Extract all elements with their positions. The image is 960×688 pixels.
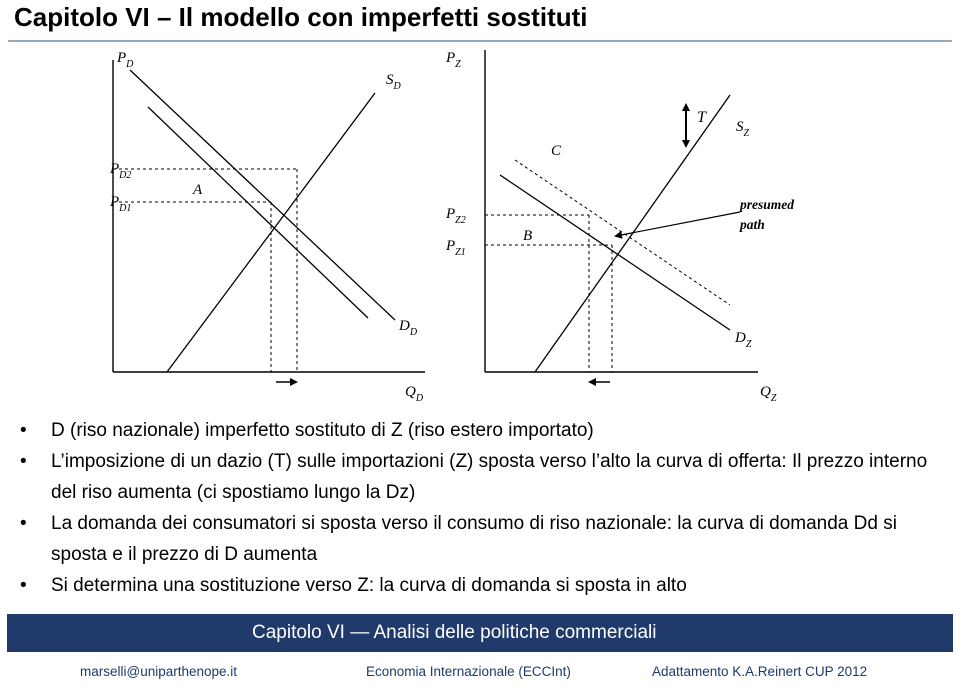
bullet-item: • L’imposizione di un dazio (T) sulle importazioni (Z) sposta verso l’alto la curva di offerta: Il prezzo interno del riso aumenta (ci spostiamo lungo la Dz) xyxy=(20,446,950,508)
demand-curve-dz xyxy=(500,175,730,330)
presumed-path-label-line1: presumed xyxy=(740,197,794,212)
presumed-path-label-line2: path xyxy=(740,217,765,232)
supply-label-sd: $S_D$ xyxy=(386,72,401,92)
demand-curve-dz-shifted xyxy=(515,160,730,305)
demand-curve-dd xyxy=(130,70,395,320)
right-x-axis-label: $Q_Z$ xyxy=(760,384,777,404)
chapter-banner xyxy=(7,614,953,652)
footer-credit: Adattamento K.A.Reinert CUP 2012 xyxy=(652,664,868,679)
chapter-banner-text: Capitolo VI — Analisi delle politiche commerciali xyxy=(252,622,657,643)
bullet-list xyxy=(20,415,950,601)
demand-label-dd: $D_D$ xyxy=(399,318,418,338)
bullet-item: • D (riso nazionale) imperfetto sostituto di Z (riso estero importato) xyxy=(20,415,950,446)
supply-label-sz: $S_Z$ xyxy=(736,119,750,139)
right-panel xyxy=(445,50,794,404)
presumed-path-arrow xyxy=(616,212,740,236)
bullet-item: • Si determina una sostituzione verso Z: la curva di domanda si sposta in alto xyxy=(20,570,950,601)
left-y-axis-label: $P_D$ xyxy=(117,50,134,70)
point-label-b: B xyxy=(523,228,533,244)
left-x-axis-label: $Q_D$ xyxy=(405,384,424,404)
footer-email: marselli@uniparthenope.it xyxy=(80,664,238,679)
demand-label-dz: $D_Z$ xyxy=(735,330,752,350)
right-y-axis-label: $P_Z$ xyxy=(446,50,461,70)
price-label-pz2: $P_{Z2}$ xyxy=(446,206,466,226)
point-label-a: A xyxy=(193,182,203,198)
demand-curve-initial xyxy=(148,107,368,318)
price-label-pd2: $P_{D2}$ xyxy=(110,161,132,181)
supply-curve-sz xyxy=(535,95,730,372)
footer-course: Economia Internazionale (ECCInt) xyxy=(366,664,571,679)
price-label-pz1: $P_{Z1}$ xyxy=(446,238,466,258)
point-label-c: C xyxy=(551,143,562,159)
slide-title: Capitolo VI – Il modello con imperfetti sostituti xyxy=(14,2,588,32)
tariff-label: T xyxy=(697,109,706,126)
price-label-pd1: $P_{D1}$ xyxy=(110,194,132,214)
bullet-item: • La domanda dei consumatori si sposta verso il consumo di riso nazionale: la curva di domanda Dd si sposta e il prezzo di D aumenta xyxy=(20,508,950,570)
left-panel xyxy=(109,50,425,404)
